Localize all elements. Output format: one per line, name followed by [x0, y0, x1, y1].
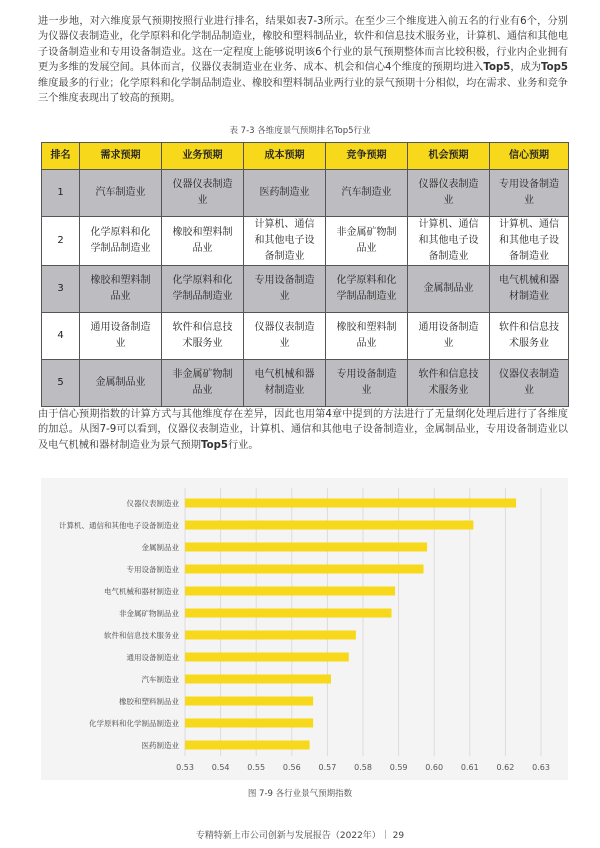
x-tick-label: 0.61: [460, 763, 479, 772]
chart-caption: 图 7-9 各行业景气预期指数: [247, 789, 353, 799]
header-competition: 竞争预期: [326, 143, 408, 170]
category-label: 金属制品业: [141, 543, 179, 552]
category-label: 计算机、通信和其他电子设备制造业: [59, 521, 179, 530]
table-cell: 2: [42, 217, 80, 266]
table-cell: 5: [42, 360, 80, 407]
header-opportunity: 机会预期: [408, 143, 490, 170]
table-cell: 1: [42, 170, 80, 217]
table-cell: 汽车制造业: [80, 170, 162, 217]
bar: [185, 543, 427, 552]
text-segment: 由于信心预期指数的计算方式与其他维度存在差异，因此也用第4章中提到的方法进行了无量纲化处理后进行了各维度的加总。从图7-9可以看到，仪器仪表制造业，计算机、通信和其他电子设备制造业，金属制品业，专用设备制造业以及电气机械和器材制造业为景气预期: [38, 409, 568, 451]
x-tick-label: 0.54: [211, 763, 230, 772]
x-tick-label: 0.62: [496, 763, 515, 772]
ranking-table: [41, 142, 569, 407]
bar: [185, 697, 313, 706]
x-tick-label: 0.56: [282, 763, 301, 772]
table-cell: 计算机、通信和其他电子设备制造业: [408, 217, 490, 266]
x-tick-label: 0.63: [532, 763, 550, 772]
header-business: 业务预期: [162, 143, 244, 170]
table-cell: 医药制造业: [244, 170, 326, 217]
chart-intro-paragraph: [38, 407, 568, 453]
table-row: [42, 217, 569, 266]
category-label: 橡胶和塑料制品业: [119, 697, 179, 706]
x-tick-label: 0.57: [318, 763, 337, 772]
table-caption: 表 7-3 各维度景气预期排名Top5行业: [229, 126, 371, 136]
bold-text: Top5: [483, 62, 511, 74]
x-tick-label: 0.58: [354, 763, 372, 772]
table-cell: 橡胶和塑料制品业: [162, 217, 244, 266]
table-cell: 非金属矿物制品业: [326, 217, 408, 266]
table-cell: 计算机、通信和其他电子设备制造业: [490, 217, 569, 266]
table-cell: 专用设备制造业: [244, 266, 326, 313]
bar-chart: [41, 478, 568, 780]
table-cell: 软件和信息技术服务业: [490, 313, 569, 360]
x-tick-label: 0.60: [425, 763, 444, 772]
table-cell: 电气机械和器材制造业: [490, 266, 569, 313]
table-cell: 通用设备制造业: [80, 313, 162, 360]
table-cell: 软件和信息技术服务业: [162, 313, 244, 360]
table-cell: 专用设备制造业: [490, 170, 569, 217]
intro-paragraph: [38, 14, 568, 106]
header-cost: 成本预期: [244, 143, 326, 170]
table-cell: 软件和信息技术服务业: [408, 360, 490, 407]
table-cell: 化学原料和化学制品制造业: [162, 266, 244, 313]
table-row: [42, 313, 569, 360]
table-cell: 橡胶和塑料制品业: [326, 313, 408, 360]
table-cell: 化学原料和化学制品制造业: [80, 217, 162, 266]
category-label: 医药制造业: [141, 741, 179, 750]
table-cell: 化学原料和化学制品制造业: [326, 266, 408, 313]
page-footer: 专精特新上市公司创新与发展报告（2022年）｜ 29: [195, 831, 405, 841]
table-cell: 4: [42, 313, 80, 360]
category-label: 化学原料和化学制品制造业: [89, 719, 179, 728]
category-label: 电气机械和器材制造业: [104, 587, 179, 596]
bar: [185, 609, 391, 618]
bold-text: Top5: [541, 62, 568, 74]
bar: [185, 499, 516, 508]
table-cell: 3: [42, 266, 80, 313]
header-confidence: 信心预期: [490, 143, 569, 170]
table-cell: 专用设备制造业: [326, 360, 408, 407]
x-tick-label: 0.53: [176, 763, 194, 772]
table-cell: 通用设备制造业: [408, 313, 490, 360]
bar: [185, 631, 356, 640]
bold-text: Top5: [201, 439, 228, 451]
header-rank: 排名: [42, 143, 80, 170]
table-cell: 金属制品业: [408, 266, 490, 313]
text-segment: 维度最多的行业；化学原料和化学制品制造业、橡胶和塑料制品业两行业的景气预期十分相似，均在需求、业务和竞争三个维度表现出了较高的预期。: [38, 77, 568, 105]
text-segment: 行业。: [227, 439, 259, 451]
table-cell: 仪器仪表制造业: [162, 170, 244, 217]
table-cell: 计算机、通信和其他电子设备制造业: [244, 217, 326, 266]
table-row: [42, 170, 569, 217]
table-cell: 电气机械和器材制造业: [244, 360, 326, 407]
bar: [185, 565, 424, 574]
bar: [185, 521, 473, 530]
bar: [185, 719, 313, 728]
table-row: [42, 266, 569, 313]
bar: [185, 741, 310, 750]
table-row: [42, 360, 569, 407]
table-cell: 汽车制造业: [326, 170, 408, 217]
x-tick-label: 0.59: [389, 763, 408, 772]
table-cell: 金属制品业: [80, 360, 162, 407]
header-demand: 需求预期: [80, 143, 162, 170]
category-label: 通用设备制造业: [126, 653, 179, 662]
category-label: 软件和信息技术服务业: [104, 631, 179, 640]
category-label: 非金属矿物制品业: [119, 609, 179, 618]
table-header-row: [42, 143, 569, 170]
category-label: 仪器仪表制造业: [126, 499, 179, 508]
text-segment: ，成为: [510, 62, 542, 74]
table-cell: 仪器仪表制造业: [408, 170, 490, 217]
table-cell: 仪器仪表制造业: [244, 313, 326, 360]
category-label: 汽车制造业: [141, 675, 179, 684]
bar: [185, 587, 395, 596]
text-segment: 进一步地，对六维度景气预期按照行业进行排名，结果如表7-3所示。在至少三个维度进入前五名的行业有6个，分别为仪器仪表制造业，化学原料和化学制品制造业，橡胶和塑料制品业，软件和信息技术服务业，计算机、通信和其他电子设备制造业和专用设备制造业。这在一定程度上能够说明该6个行业的景气预期整体而言比较积极，行业内企业拥有更为多维的发展空间。具体而言，仪器仪表制造业在业务、成本、机会和信心4个维度的预期均进入: [38, 16, 568, 74]
table-cell: 非金属矿物制品业: [162, 360, 244, 407]
bar-chart-svg: [41, 478, 568, 780]
bar: [185, 675, 331, 684]
bar: [185, 653, 349, 662]
category-label: 专用设备制造业: [126, 565, 179, 574]
table-cell: 橡胶和塑料制品业: [80, 266, 162, 313]
table-cell: 仪器仪表制造业: [490, 360, 569, 407]
x-tick-label: 0.55: [247, 763, 266, 772]
